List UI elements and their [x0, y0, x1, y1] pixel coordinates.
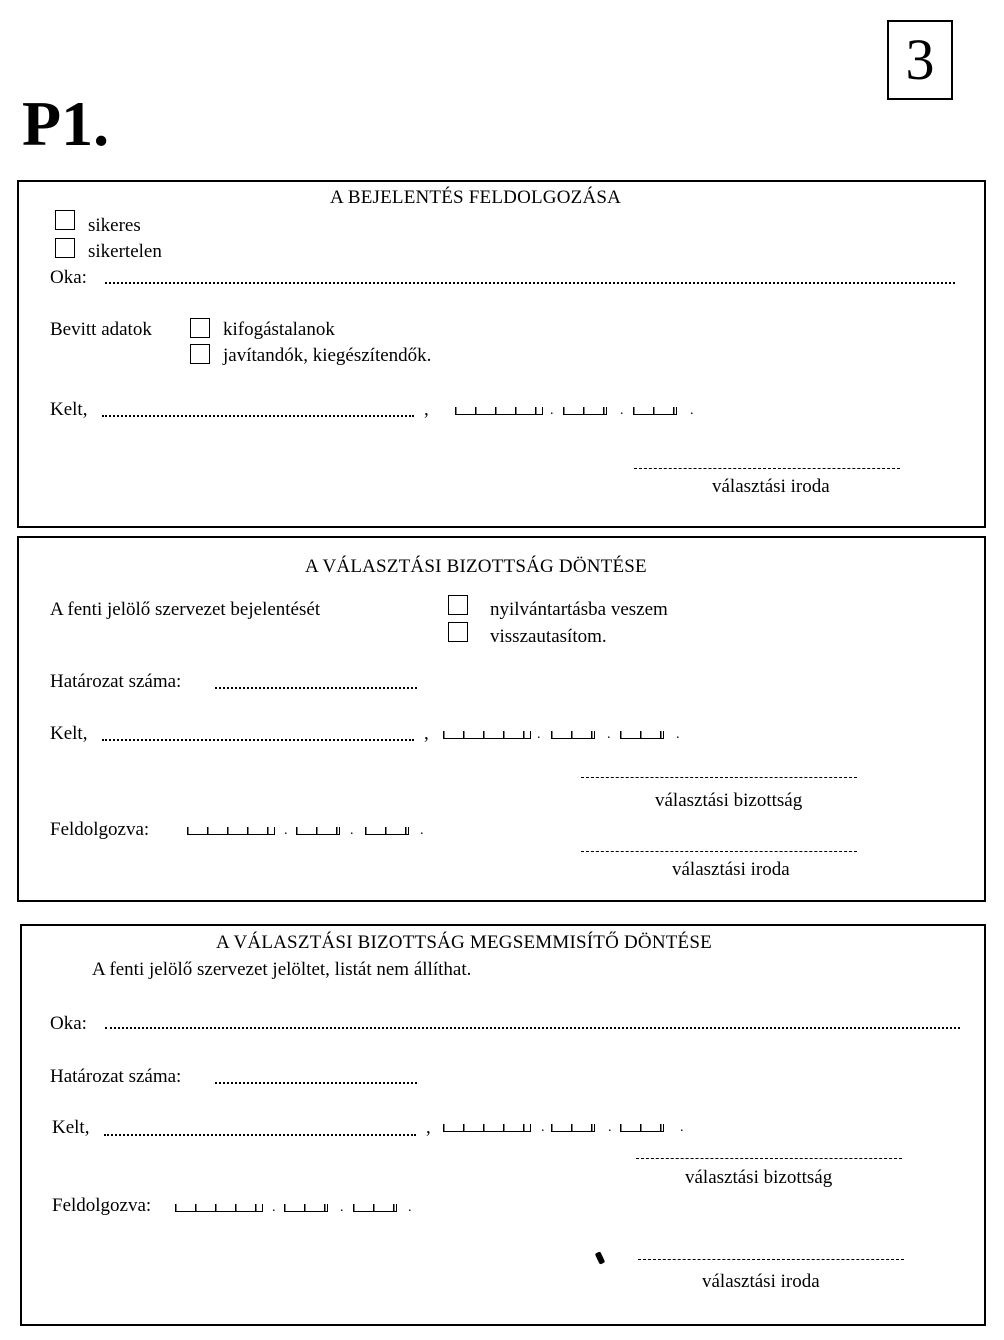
- date-day-field[interactable]: [620, 731, 664, 739]
- place-field[interactable]: [104, 1134, 416, 1136]
- reason-label: Oka:: [50, 1013, 87, 1034]
- date-year-field[interactable]: [443, 1124, 531, 1132]
- dated-label: Kelt,: [50, 723, 88, 744]
- date-separator: .: [620, 403, 624, 418]
- comma: ,: [424, 399, 429, 420]
- processed-day-field[interactable]: [353, 1204, 397, 1212]
- section-committee-decision-title: A VÁLASZTÁSI BIZOTTSÁG DÖNTÉSE: [305, 556, 647, 577]
- date-month-field[interactable]: [551, 1124, 595, 1132]
- dated-label: Kelt,: [50, 399, 88, 420]
- signature-line-office[interactable]: [634, 468, 900, 469]
- date-separator: .: [350, 823, 354, 838]
- date-day-field[interactable]: [633, 407, 677, 415]
- date-separator: .: [541, 1120, 545, 1135]
- date-month-field[interactable]: [551, 731, 595, 739]
- date-separator: .: [537, 727, 541, 742]
- signature-line-office[interactable]: [581, 851, 857, 852]
- date-separator: .: [676, 727, 680, 742]
- signature-line-office[interactable]: [638, 1259, 904, 1260]
- section-processing-title: A BEJELENTÉS FELDOLGOZÁSA: [330, 187, 622, 208]
- label-register: nyilvántartásba veszem: [490, 599, 668, 620]
- reason-label: Oka:: [50, 267, 87, 288]
- date-separator: .: [272, 1200, 276, 1215]
- date-separator: .: [408, 1200, 412, 1215]
- section-committee-decision: [17, 536, 986, 902]
- section-annulment-subtitle: A fenti jelölő szervezet jelöltet, listát nem állíthat.: [92, 959, 472, 980]
- place-field[interactable]: [102, 415, 414, 417]
- label-successful: sikeres: [88, 215, 141, 236]
- checkbox-flawless[interactable]: [190, 318, 210, 338]
- date-year-field[interactable]: [443, 731, 531, 739]
- date-separator: .: [340, 1200, 344, 1215]
- signature-caption-office: választási iroda: [702, 1271, 820, 1292]
- checkbox-reject[interactable]: [448, 622, 468, 642]
- label-to-correct: javítandók, kiegészítendők.: [223, 345, 432, 366]
- processed-label: Feldolgozva:: [50, 819, 150, 840]
- section-processing: [17, 180, 986, 528]
- signature-caption-committee: választási bizottság: [685, 1167, 833, 1188]
- label-unsuccessful: sikertelen: [88, 241, 162, 262]
- reason-field[interactable]: [105, 282, 955, 284]
- section-annulment-decision-title: A VÁLASZTÁSI BIZOTTSÁG MEGSEMMISÍTŐ DÖNTÉSE: [216, 932, 712, 953]
- processed-label: Feldolgozva:: [52, 1195, 152, 1216]
- date-separator: .: [690, 403, 694, 418]
- date-year-field[interactable]: [455, 407, 543, 415]
- decision-number-label: Határozat száma:: [50, 671, 182, 692]
- date-day-field[interactable]: [620, 1124, 664, 1132]
- signature-caption-office: választási iroda: [712, 476, 830, 497]
- statement-text: A fenti jelölő szervezet bejelentését: [50, 599, 321, 620]
- checkbox-successful[interactable]: [55, 210, 75, 230]
- dated-label: Kelt,: [52, 1117, 90, 1138]
- processed-month-field[interactable]: [296, 827, 340, 835]
- date-separator: .: [608, 1120, 612, 1135]
- comma: ,: [426, 1117, 431, 1138]
- date-separator: .: [680, 1120, 684, 1135]
- checkbox-register[interactable]: [448, 595, 468, 615]
- page-number-box: 3: [887, 20, 953, 100]
- date-separator: .: [607, 727, 611, 742]
- signature-line-committee[interactable]: [581, 777, 857, 778]
- place-field[interactable]: [102, 739, 414, 741]
- decision-number-label: Határozat száma:: [50, 1066, 182, 1087]
- entered-data-label: Bevitt adatok: [50, 319, 152, 340]
- signature-caption-committee: választási bizottság: [655, 790, 803, 811]
- date-separator: .: [420, 823, 424, 838]
- date-separator: .: [550, 403, 554, 418]
- checkbox-unsuccessful[interactable]: [55, 238, 75, 258]
- date-separator: .: [284, 823, 288, 838]
- processed-year-field[interactable]: [175, 1204, 263, 1212]
- processed-day-field[interactable]: [365, 827, 409, 835]
- checkbox-to-correct[interactable]: [190, 344, 210, 364]
- processed-month-field[interactable]: [284, 1204, 328, 1212]
- date-month-field[interactable]: [563, 407, 607, 415]
- comma: ,: [424, 723, 429, 744]
- decision-number-field[interactable]: [215, 687, 417, 689]
- label-reject: visszautasítom.: [490, 626, 607, 647]
- label-flawless: kifogástalanok: [223, 319, 335, 340]
- reason-field[interactable]: [105, 1027, 960, 1029]
- form-code: P1.: [22, 88, 110, 159]
- processed-year-field[interactable]: [187, 827, 275, 835]
- decision-number-field[interactable]: [215, 1082, 417, 1084]
- signature-line-committee[interactable]: [636, 1158, 902, 1159]
- signature-caption-office: választási iroda: [672, 859, 790, 880]
